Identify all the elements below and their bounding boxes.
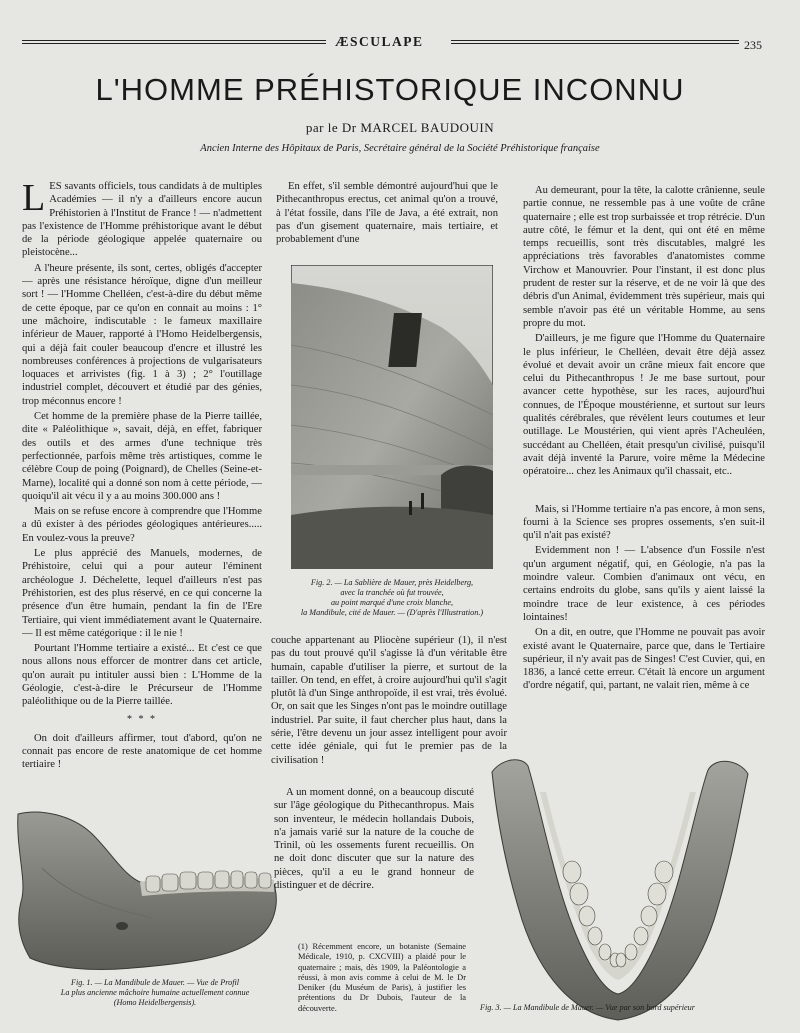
paragraph: A l'heure présente, ils sont, certes, obligés d'accepter — après une résistance héroïque, digne d'un meilleur sort ! — l'Homme Chelléen, c'est-à-dire du début même de cette époque, par ce qu'on en connait au moins : 1° une mâchoire, indiscutable : le fameux maxillaire inférieur de Mauer, rapporté à l'Homo Heidelbergensis, qui a déjà fait couler beaucoup d'encre et illustré les nombreuses conférences à projections de vulgarisateurs loquaces et arrivistes (fig. 1 à 3) ; 2° l'outillage industriel complet, découvert et étudié par des génies, trop méconnus encore ! [22,262,262,407]
paragraph: On doit d'ailleurs affirmer, tout d'abord, qu'on ne connait pas encore de reste anatomique de cet homme tertiaire ! [22,732,262,771]
paragraph: On a dit, en outre, que l'Homme ne pouvait pas avoir existé avant le Quaternaire, parce que, dans le Tertiaire supérieur, il n'y avait pas de Singes! C'est Cuvier, qui, en 1836, a lancé cette erreur. C'était là encore un argument d'ordre négatif, qui, partant, ne valait rien, même à ce [523,627,765,692]
fig2-caption-line: avec la tranchée où fut trouvée, [340,588,444,597]
journal-name: ÆSCULAPE [335,34,424,49]
fig2-caption-line: Fig. 2. — La Sablière de Mauer, près Heidelberg, [310,578,474,587]
paragraph: En effet, s'il semble démontré aujourd'hui que le Pithecanthropus erectus, cet animal qu'on a trouvé, à l'état fossile, dans l'île de Java, a été extrait, non pas d'un gisement quaternaire, mais tertiaire, et probablement d'une [276,181,498,246]
paragraph: Le plus apprécié des Manuels, modernes, de Préhistoire, celui qui a pour auteur l'éminent archéologue J. Déchelette, lequel d'ailleurs n'est pas Préhistorien, est des plus réservé, en ce qui concerne la présence d'un être humain, pendant la fin de l'Ere Tertiaire, qui vient immédiatement avant le Quaternaire. — Il est même catégorique : il le nie ! [22,548,262,639]
spacer [523,481,765,503]
fig2-caption [284,578,500,618]
header-rule-right [451,40,739,44]
paragraph: Evidemment non ! — L'absence d'un Fossile n'est qu'un argument négatif, qui, en Géologie, n'a pas la moindre valeur. Combien d'animaux ont vécu, en certains endroits du globe, sans qu'ils y aient laissé la moindre trace de leur existence, à ces périodes lointaines! [523,545,765,623]
author-byline: par le Dr MARCEL BAUDOUIN [305,120,495,135]
paragraph: Au demeurant, pour la tête, la calotte crânienne, seule partie connue, ne ressemble pas à une voûte de crâne quaternaire ; elle est trop surbaissée et trop rétrécie. D'un autre côté, le fémur et la dent, qui ont été en même temps recueillis, sont très discutables, malgré les appréciations très favorables d'anatomistes comme Virchow et Manouvrier. Pour l'instant, il est donc plus prudent de rester sur la réserve, et de ne voir là que des débris d'un Animal, évidemment très supérieur, mais qui semble n'avoir pas été un véritable Homme, au sens propre du mot. [523,185,765,329]
article-title: L'HOMME PRÉHISTORIQUE INCONNU [95,72,685,107]
fig1-caption-title: Fig. 1. — La Mandibule de Mauer. — Vue de Profil [70,978,240,987]
column-1 [22,180,262,805]
drop-cap: L [22,180,46,219]
header-rule-left [22,40,326,44]
column-2-bottom [274,786,474,928]
fig1-caption-line: La plus ancienne mâchoire humaine actuellement connue [60,988,250,997]
fig2-quarry-photo [291,265,493,569]
author-affiliation: Ancien Interne des Hôpitaux de Paris, Secrétaire général de la Société Préhistorique française [200,143,600,154]
section-separator: * * * [127,713,157,725]
paragraph: D'ailleurs, je me figure que l'Homme du Quaternaire le plus inférieur, le Chelléen, devait être déjà assez évolué et devait avoir un crâne mieux fait encore que celui du Pithecanthropus ! Je me base surtout, pour avancer cette hypothèse, sur les races, aujourd'hui connues, de l'Époque moustérienne, et surtout sur leurs qualités cérébrales, que révèlent leurs coutumes et leur outillage. Le Moustérien, qui vient après l'Acheuléen, succédant au Chelléen, était presqu'un civilisé, puisqu'il avait déjà inventé la Parure, voire même la Médecine opératoire... chez les Animaux qu'il chassait, etc.. [523,333,765,478]
paragraph: A un moment donné, on a beaucoup discuté sur l'âge géologique du Pithecanthropus. Mais son inventeur, le médecin hollandais Dubois, n'a jamais varié sur la nature de la couche de Trinil, où les ossements furent recueillis. On ne doit donc discuter que sur la nature des pièces, qu'il a eu le grand honneur de distinguer et de décrire. [274,787,474,892]
paragraph: Cet homme de la première phase de la Pierre taillée, dite « Paléolithique », savait, déjà, en effet, fabriquer des outils et des armes d'une technique très perfectionnée, parfois même très artistiques, comme le célèbre Coup de poing (Poignard), de Chelles (Seine-et-Marne), localité qui a donné son nom à cette période, — quoiqu'il ait vécu il y a au moins 300.000 ans ! [22,411,262,502]
paragraph: Mais, si l'Homme tertiaire n'a pas encore, à mon sens, fourni à la Science ses propres ossements, s'en suit-il qu'il n'ait pas existé? [523,503,765,542]
fig1-caption-line: (Homo Heidelbergensis). [113,998,197,1007]
paragraph: Pourtant l'Homme tertiaire a existé... Et c'est ce que nous allons nous efforcer de montrer dans cet article, qu'on aurait pu intituler aussi bien : L'Homme de la Géologie, c'est-à-dire le Précurseur de l'Homme paléolithique ou de la Pierre taillée. [22,643,262,708]
paragraph [22,180,262,260]
column-2-mid [271,634,507,786]
paragraph: Mais on se refuse encore à comprendre que l'Homme a dû exister à des périodes géologiques antérieures..... En voulez-vous la preuve? [22,506,262,544]
fig2-caption-line: au point marqué d'une croix blanche, [330,598,454,607]
paragraph-text: ES savants officiels, tous candidats à de multiples Académies — il n'y a d'ailleurs encore aucun Préhistorien à l'Institut de France ! — n'admettent pas l'existence de l'Homme préhistorique avant le début de la période géologique appelée quaternaire ou pleistocène... [22,181,262,259]
column-3 [523,184,765,752]
fig2-caption-line: la Mandibule, cité de Mauer. — (D'après l'Illustration.) [300,608,484,617]
fig1-mandible-profile-image [12,808,284,976]
column-2-top [276,180,498,262]
page-number: 235 [744,38,762,52]
footnote: (1) Récemment encore, un botaniste (Semaine Médicale, 1910, p. CXCVIII) a plaidé pour le quaternaire ; mais, dès 1909, la Paléontologie a réussi, à mon avis comme à celui de M. le Dr Deniker (du Muséum de Paris), à justifier les prétentions du Dr Dubois, l'auteur de la découverte. [298,942,466,1013]
fig3-mandible-top-image [478,752,758,1024]
fig1-caption [30,978,280,1008]
fig3-caption: Fig. 3. — La Mandibule de Mauer. — Vue par son bord supérieur [480,1003,695,1012]
paragraph: couche appartenant au Pliocène supérieur (1), il n'est pas du tout prouvé qu'il s'agisse là d'un véritable être humain, capable d'utiliser la pierre, et surtout de la tailler. On tend, en effet, à croire aujourd'hui qu'il s'agit plutôt là d'un Singe anthropoïde, il est vrai, très évolué. Or, on sait que les Singes n'ont pas le moindre outillage industriel. Par suite, il faut chercher plus haut, dans la série, l'être devenu un jour assez intelligent pour avoir cette idée géniale, qui fut le premier pas de la civilisation ! [271,635,507,766]
